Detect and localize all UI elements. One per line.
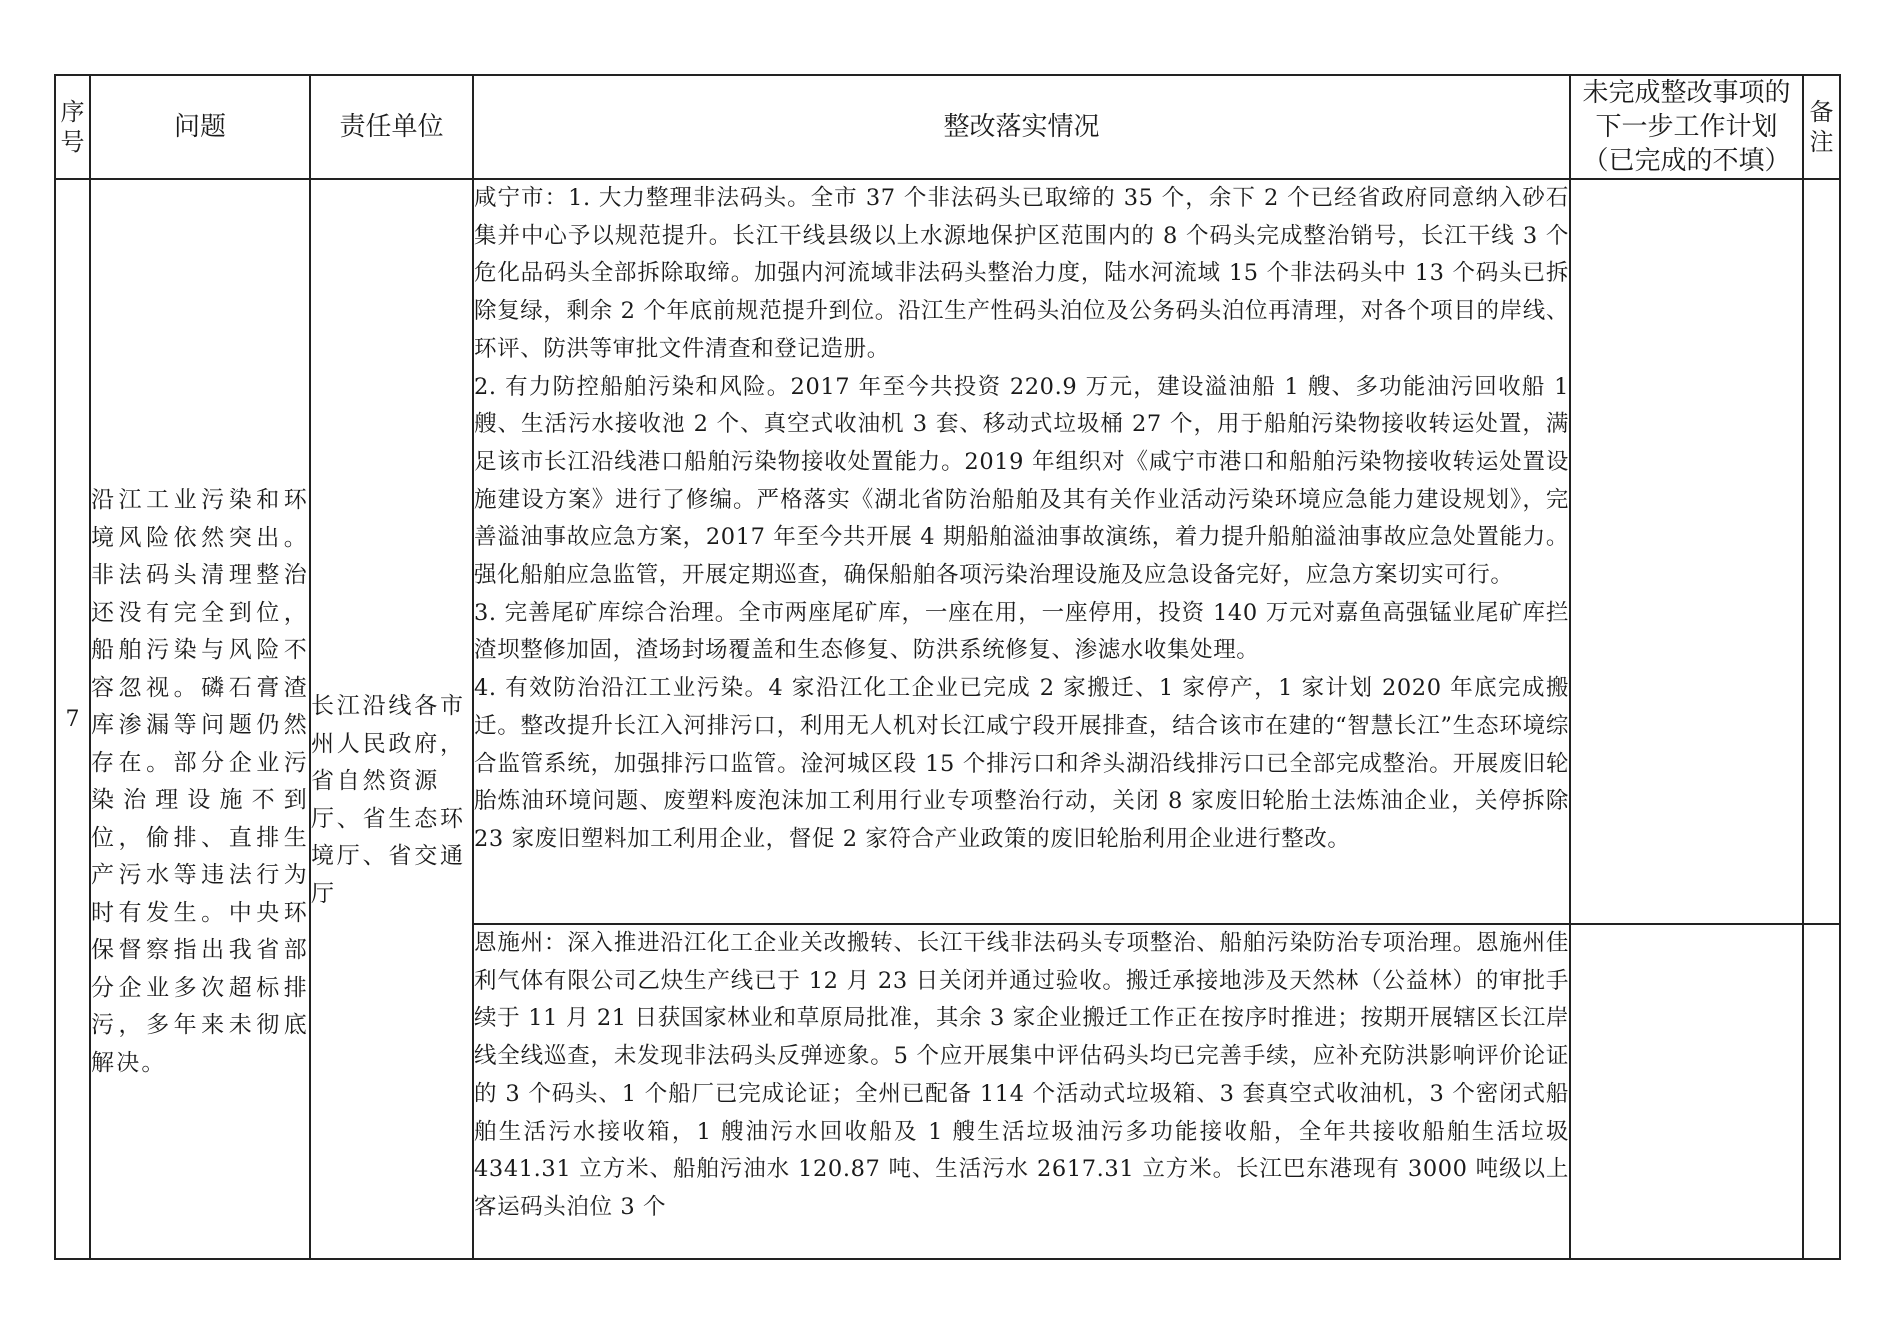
xianning-para-4: 4. 有效防治沿江工业污染。4 家沿江化工企业已完成 2 家搬迁、1 家停产，1 家计划 2020 年底完成搬迁。整改提升长江入河排污口，利用无人机对长江咸宁段开展排查，结合该市在建的“智慧长江”生态环境综合监管系统，加强排污口监管。淦河城区段 15 个排污口和斧头湖沿线排污口已全部完成整治。开展废旧轮胎炼油环境问题、废塑料废泡沫加工利用行业专项整治行动，关闭 8 家废旧轮胎土法炼油企业，关停拆除 23 家废旧塑料加工利用企业，督促 2 家符合产业政策的废旧轮胎利用企业进行整改。 [474,675,1569,852]
unit-text: 长江沿线各市州人民政府，省自然资源厅、省生态环境厅、省交通厅 [311,693,466,907]
header-issue: 问题 [90,75,310,179]
plan-cell-xianning [1570,179,1803,924]
header-status: 整改落实情况 [473,75,1570,179]
remark-cell-xianning [1803,179,1840,924]
enshi-para: 恩施州：深入推进沿江化工企业关改搬转、长江干线非法码头专项整治、船舶污染防治专项治理。恩施州佳利气体有限公司乙炔生产线已于 12 月 23 日关闭并通过验收。搬迁承接地涉及天然林（公益林）的审批手续于 11 月 21 日获国家林业和草原局批准，其余 3 家企业搬迁工作正在按序时推进；按期开展辖区长江岸线全线巡查，未发现非法码头反弹迹象。5 个应开展集中评估码头均已完善手续，应补充防洪影响评价论证的 3 个码头、1 个船厂已完成论证；全州已配备 114 个活动式垃圾箱、3 套真空式收油机，3 个密闭式船舶生活污水接收箱，1 艘油污水回收船及 1 艘生活垃圾油污多功能接收船，全年共接收船舶生活垃圾 4341.31 立方米、船舶污油水 120.87 吨、生活污水 2617.31 立方米。长江巴东港现有 3000 吨级以上客运码头泊位 3 个 [474,930,1569,1220]
plan-cell-enshi [1570,924,1803,1259]
unit-cell [310,179,473,1259]
header-seq: 序号 [55,75,90,179]
xianning-para-2: 2. 有力防控船舶污染和风险。2017 年至今共投资 220.9 万元，建设溢油船 1 艘、多功能油污回收船 1 艘、生活污水接收池 2 个、真空式收油机 3 套、移动式垃圾桶 27 个，用于船舶污染物接收转运处置，满足该市长江沿线港口船舶污染物接收处置能力。2019 年组织对《咸宁市港口和船舶污染物接收转运处置设施建设方案》进行了修编。严格落实《湖北省防治船舶及其有关作业活动污染环境应急能力建设规划》，完善溢油事故应急方案，2017 年至今共开展 4 期船舶溢油事故演练，着力提升船舶溢油事故应急处置能力。强化船舶应急监管，开展定期巡查，确保船舶各项污染治理设施及应急设备完好，应急方案切实可行。 [474,373,1569,589]
issue-text: 沿江工业污染和环境风险依然突出。非法码头清理整治还没有完全到位，船舶污染与风险不容忽视。磷石膏渣库渗漏等问题仍然存在。部分企业污染治理设施不到位，偷排、直排生产污水等违法行为时有发生。中央环保督察指出我省部分企业多次超标排污，多年来未彻底解决。 [91,487,309,1076]
status-xianning-cell [473,179,1570,924]
table-row [55,179,1840,924]
header-row [55,75,1840,179]
header-unit: 责任单位 [310,75,473,179]
xianning-para-1: 咸宁市：1. 大力整理非法码头。全市 37 个非法码头已取缔的 35 个，余下 2 个已经省政府同意纳入砂石集并中心予以规范提升。长江干线县级以上水源地保护区范围内的 8 个码头完成整治销号，长江干线 3 个危化品码头全部拆除取缔。加强内河流域非法码头整治力度，陆水河流域 15 个非法码头中 13 个码头已拆除复绿，剩余 2 个年底前规范提升到位。沿江生产性码头泊位及公务码头泊位再清理，对各个项目的岸线、环评、防洪等审批文件清查和登记造册。 [474,185,1569,362]
header-plan: 未完成整改事项的 下一步工作计划 （已完成的不填） [1570,75,1803,179]
issue-cell [90,179,310,1259]
status-enshi-cell [473,924,1570,1259]
rectification-table [54,74,1841,1260]
remark-cell-enshi [1803,924,1840,1259]
xianning-para-3: 3. 完善尾矿库综合治理。全市两座尾矿库，一座在用，一座停用，投资 140 万元对嘉鱼高强锰业尾矿库拦渣坝整修加固，渣场封场覆盖和生态修复、防洪系统修复、渗滤水收集处理。 [474,599,1569,664]
header-remark: 备注 [1803,75,1840,179]
seq-cell: 7 [55,179,90,1259]
